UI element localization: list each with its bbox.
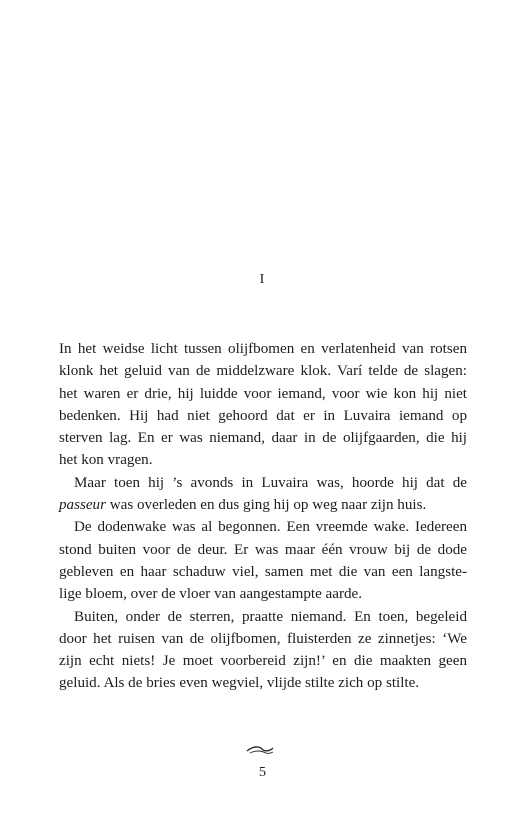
italic-word: passeur [59, 497, 106, 514]
text-line: klonk het geluid van de middelzware klok. Varí telde de slagen: [59, 363, 467, 380]
chapter-body-text [59, 338, 467, 695]
page-number: 5 [259, 765, 266, 780]
text-line: het kon vragen. [59, 452, 153, 469]
text-line: In het weidse licht tussen olijfbomen en verlatenheid van rotsen [59, 341, 467, 357]
text-line: sterven lag. En er was niemand, daar in de olijfgaarden, die hij [59, 430, 467, 447]
text-line: zijn echt niets! Je moet voorbereid zijn!’ en die maakten geen [59, 653, 467, 670]
text-line: geluid. Als de bries even wegviel, vlijde stilte zich op stilte. [59, 675, 420, 692]
text-line: Buiten, onder de sterren, praatte niemand. En toen, begeleid [74, 608, 467, 625]
text-line [59, 494, 467, 516]
text-line-rest: was overleden en dus ging hij op weg naar zijn huis. [109, 497, 427, 514]
text-line: lige bloem, over de vloer van aangestampte aarde. [59, 586, 363, 603]
text-line: gebleven en haar schaduw viel, samen met die van een langste- [59, 563, 467, 580]
text-line: Maar toen hij ’s avonds in Luvaira was, hoorde hij dat de [74, 474, 467, 491]
text-line: stond buiten voor de deur. Er was maar één vrouw bij de dode [59, 541, 467, 558]
text-line: door het ruisen van de olijfbomen, fluisterden ze zinnetjes: ‘We [59, 630, 467, 647]
text-line: De dodenwake was al begonnen. Een vreemde wake. Iedereen [74, 519, 467, 536]
swash-ornament-icon [246, 745, 274, 755]
text-line: bedenken. Hij had niet gehoord dat er in Luvaira iemand op [59, 407, 467, 424]
chapter-number: I [259, 272, 266, 287]
text-line: het waren er drie, hij luidde voor iemand, voor wie kon hij niet [59, 385, 467, 402]
